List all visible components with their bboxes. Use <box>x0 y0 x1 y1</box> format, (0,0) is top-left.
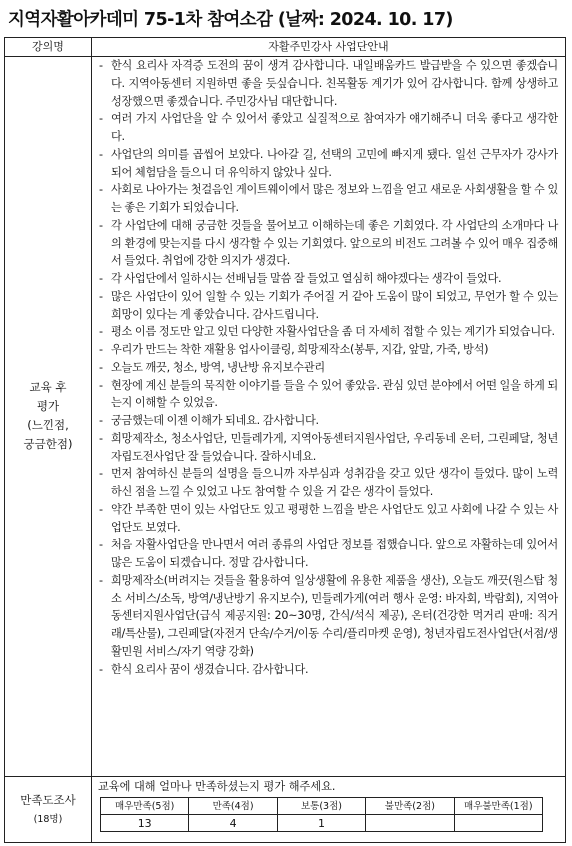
comment-item: - 많은 사업단이 있어 일할 수 있는 기회가 주어질 거 같아 도움이 많이 되었고, 무언가 할 수 있는 희망이 있다는 게 좋았습니다. 감사드립니다. <box>99 288 558 324</box>
rating-header-very-satisfied: 매우만족(5점) <box>101 798 189 815</box>
survey-label-cell <box>5 776 92 842</box>
comment-item: - 처음 자활사업단을 만나면서 여러 종류의 사업단 정보를 접했습니다. 앞으로 자활하는데 있어서 많은 도움이 되겠습니다. 정말 감사합니다. <box>99 536 558 572</box>
respondent-count: (18명) <box>33 813 63 825</box>
rating-value-satisfied: 4 <box>189 815 277 832</box>
survey-question: 교육에 대해 얼마나 만족하셨는지 평가 해주세요. <box>98 780 336 793</box>
comment-item: - 궁금했는데 이젠 이해가 되네요. 감사합니다. <box>99 412 558 430</box>
comment-item: - 희망제작소, 청소사업단, 민들레가게, 지역아동센터지원사업단, 우리동네 온터, 그린페달, 청년자립도전사업단 잘 들었습니다. 잘하시네요. <box>99 430 558 466</box>
comment-item: - 희망제작소(버려지는 것들을 활용하여 일상생활에 유용한 제품을 생산), 오늘도 깨끗(원스탑 청소 서비스/소독, 방역/냉난방기 유지보수), 민들레가게(여러 행사 운영: 바자회, 박람회), 지역아동센터지원사업단(급식 제공지원: 20~30명, 간식/석식 제공), 온터(건강한 먹거리 판매: 직거래/특산물), 그린페달(자전거 단속/수거/이동 수리/플리마켓 운영), 청년자립도전사업단(서점/생활민원 서비스/자기 역량 강화) <box>99 572 558 661</box>
lecture-name-row <box>5 38 565 57</box>
rating-header-row <box>101 798 543 815</box>
comment-item: - 약간 부족한 면이 있는 사업단도 있고 평평한 느낌을 받은 사업단도 있고 사회에 나갈 수 있는 사업단도 보였다. <box>99 501 558 537</box>
evaluation-label <box>24 378 73 454</box>
rating-header-very-dissatisfied: 매우불만족(1점) <box>454 798 542 815</box>
rating-header-neutral: 보통(3점) <box>277 798 365 815</box>
survey-cell <box>92 776 565 842</box>
evaluation-label-cell <box>5 56 92 776</box>
comment-item: - 오늘도 깨끗, 청소, 방역, 냉난방 유지보수관리 <box>99 359 558 377</box>
evaluation-label-line: 평가 <box>36 399 60 413</box>
evaluation-label-line: 궁금한점) <box>23 437 73 451</box>
rating-header-satisfied: 만족(4점) <box>189 798 277 815</box>
survey-title: 만족도조사 <box>20 792 76 807</box>
rating-value-neutral: 1 <box>277 815 365 832</box>
comment-item: - 평소 이름 정도만 알고 있던 다양한 자활사업단을 좀 더 자세히 접할 수 있는 계기가 되었습니다. <box>99 323 558 341</box>
comment-list <box>92 56 565 678</box>
comment-item: - 먼저 참여하신 분들의 설명을 들으니까 자부심과 성취감을 갖고 있단 생각이 들었다. 많이 노력하신 점을 느낄 수 있었고 나도 참여할 수 있을 거 같은 생각이 들었다. <box>99 465 558 501</box>
comment-item: - 각 사업단에 대해 궁금한 것들을 물어보고 이해하는데 좋은 기회였다. 각 사업단의 소개마다 나의 환경에 맞는지를 다시 생각할 수 있는 기회였다. 앞으로의 비전도 그려볼 수 있어 매우 집중해서 들었다. 취업에 강한 의지가 생겼다. <box>99 217 558 270</box>
comment-item: - 현장에 계신 분들의 묵직한 이야기를 들을 수 있어 좋았음. 관심 있던 분야에서 어떤 일을 하게 되는지 이해할 수 있었음. <box>99 377 558 413</box>
comment-item: - 우리가 만드는 착한 재활용 업사이클링, 희망제작소(봉투, 지갑, 앞말, 가죽, 방석) <box>99 341 558 359</box>
rating-table <box>100 797 543 832</box>
lecture-name-label: 강의명 <box>5 38 92 56</box>
evaluation-comments-cell <box>92 56 565 776</box>
survey-label <box>20 790 76 830</box>
rating-value-dissatisfied <box>366 815 454 832</box>
page-title: 지역자활아카데미 75-1차 참여소감 (날짜: 2024. 10. 17) <box>8 10 453 30</box>
comment-item: - 각 사업단에서 일하시는 선배님들 말씀 잘 들었고 열심히 해야겠다는 생각이 들었다. <box>99 270 558 288</box>
comment-item: - 여러 가지 사업단을 알 수 있어서 좋았고 실질적으로 참여자가 얘기해주니 더욱 좋다고 생각한다. <box>99 110 558 146</box>
rating-value-very-satisfied: 13 <box>101 815 189 832</box>
comment-item: - 한식 요리사 자격증 도전의 꿈이 생겨 감사합니다. 내일배움카드 발급받을 수 있으면 좋겠습니다. 지역아동센터 지원하면 좋을 듯싶습니다. 친목활동 계기가 있어 감사합니다. 함께 상생하고 성장했으면 좋겠습니다. 주민강사님 대단합니다. <box>99 57 558 110</box>
comment-item: - 한식 요리사 꿈이 생겼습니다. 감사합니다. <box>99 661 558 679</box>
rating-value-very-dissatisfied <box>454 815 542 832</box>
comment-item: - 사회로 나아가는 첫걸음인 게이트웨이에서 많은 정보와 느낌을 얻고 새로운 사회생활을 할 수 있는 좋은 기회가 되었습니다. <box>99 181 558 217</box>
rating-header-dissatisfied: 불만족(2점) <box>366 798 454 815</box>
evaluation-label-line: (느낀점, <box>27 418 69 432</box>
comment-item: - 사업단의 의미를 곱씹어 보았다. 나아갈 길, 선택의 고민에 빠지게 됐다. 일선 근무자가 강사가 되어 체험담을 들으니 더 유익하지 않았나 싶다. <box>99 146 558 182</box>
lecture-name-value: 자활주민강사 사업단안내 <box>268 40 389 53</box>
evaluation-label-line: 교육 후 <box>29 380 67 394</box>
rating-value-row <box>101 815 543 832</box>
feedback-form <box>4 37 566 843</box>
